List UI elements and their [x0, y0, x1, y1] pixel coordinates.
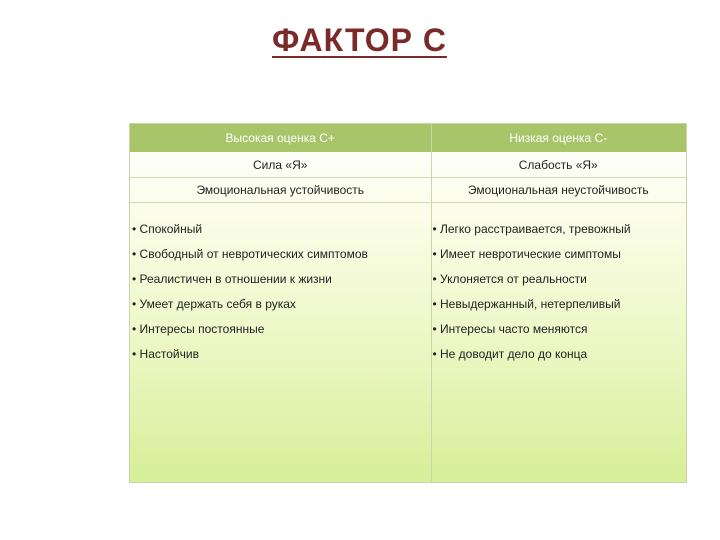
low-trait-item: • Уклоняется от реальности — [432, 272, 587, 286]
low-trait-item: • Невыдержанный, нетерпеливый — [432, 297, 621, 311]
table-row — [130, 218, 686, 240]
low-trait-item: • Легко расстраивается, тревожный — [432, 222, 631, 236]
subheader-emotional-stability: Эмоциональная устойчивость — [196, 182, 365, 197]
comparison-table — [129, 123, 687, 483]
table-subheader-row — [130, 177, 686, 203]
low-trait-item: • Имеет невротические симптомы — [432, 247, 621, 261]
table-row — [130, 268, 686, 290]
table-row — [130, 318, 686, 340]
high-trait-item: • Настойчив — [132, 347, 199, 361]
table-row — [130, 293, 686, 315]
header-low-score: Низкая оценка С- — [509, 131, 608, 145]
high-trait-item: • Свободный от невротических симптомов — [132, 247, 368, 261]
header-high-score: Высокая оценка С+ — [225, 131, 335, 145]
low-trait-item: • Интересы часто меняются — [432, 322, 588, 336]
low-trait-item: • Не доводит дело до конца — [432, 347, 588, 361]
high-trait-item: • Умеет держать себя в руках — [132, 297, 296, 311]
subheader-ego-strength: Сила «Я» — [253, 157, 308, 172]
high-trait-item: • Спокойный — [132, 222, 203, 236]
page-title: ФАКТОР С — [272, 22, 447, 58]
table-row — [130, 243, 686, 265]
table-row — [130, 343, 686, 365]
subheader-ego-weakness: Слабость «Я» — [518, 157, 598, 172]
table-subheader-row — [130, 152, 686, 178]
table-header-row — [130, 124, 686, 152]
high-trait-item: • Интересы постоянные — [132, 322, 265, 336]
high-trait-item: • Реалистичен в отношении к жизни — [132, 272, 332, 286]
subheader-emotional-instability: Эмоциональная неустойчивость — [467, 182, 649, 197]
